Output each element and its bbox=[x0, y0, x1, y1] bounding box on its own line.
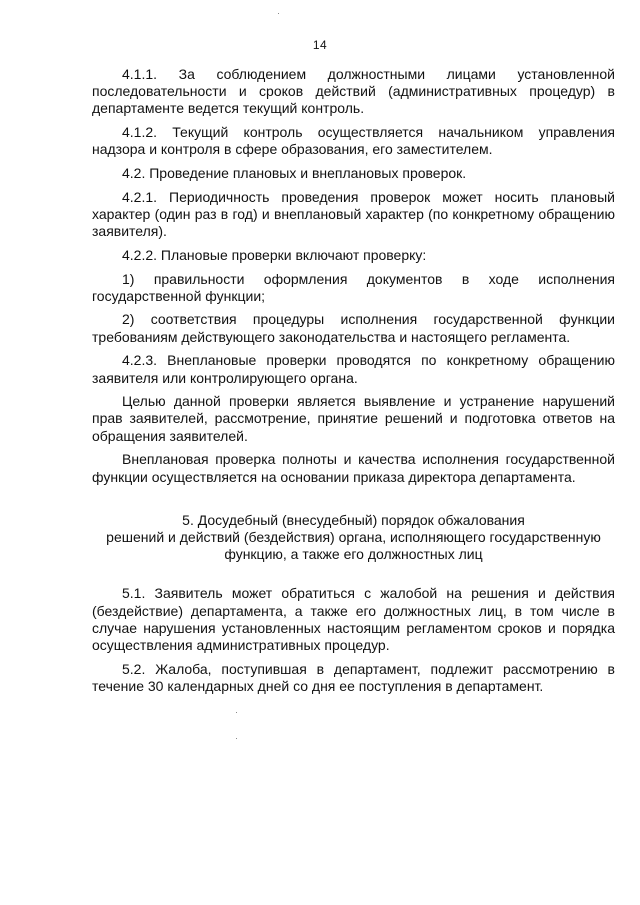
section-5-heading-line-1: 5. Досудебный (внесудебный) порядок обжалования bbox=[182, 511, 525, 528]
paragraph-4-2-3: 4.2.3. Внеплановые проверки проводятся по конкретному обращению заявителя или контролирующего органа. bbox=[92, 352, 615, 386]
paragraph-4-2: 4.2. Проведение плановых и внеплановых проверок. bbox=[122, 165, 467, 182]
paragraph-inspection-purpose: Целью данной проверки является выявление и устранение нарушений прав заявителей, рассмотрение, принятие решений и подготовка ответов на обращения заявителей. bbox=[92, 393, 615, 444]
paragraph-4-2-1: 4.2.1. Периодичность проведения проверок может носить плановый характер (один раз в год) и внеплановый характер (по конкретному обращению заявителя). bbox=[92, 188, 615, 240]
paragraph-item-2: 2) соответствия процедуры исполнения государственной функции требованиям действующего законодательства и настоящего регламента. bbox=[92, 311, 615, 345]
section-5-heading-line-2: решений и действий (бездействия) органа, исполняющего государственную bbox=[106, 528, 601, 545]
paragraph-4-1-1: 4.1.1. За соблюдением должностными лицами установленной последовательности и сроков действий (административных процедур) в департаменте ведется текущий контроль. bbox=[92, 66, 615, 117]
scan-speck bbox=[236, 738, 237, 739]
paragraph-5-1: 5.1. Заявитель может обратиться с жалобой на решения и действия (бездействие) департамента, а также его должностных лиц, в том числе в случае нарушения установленных настоящим регламентом сроков и порядка осуществления административных процедур. bbox=[92, 585, 615, 653]
paragraph-item-1: 1) правильности оформления документов в ходе исполнения государственной функции; bbox=[92, 270, 615, 304]
document-body bbox=[92, 66, 615, 702]
scan-speck bbox=[236, 712, 237, 713]
paragraph-4-2-2: 4.2.2. Плановые проверки включают проверку: bbox=[122, 246, 427, 263]
scan-speck bbox=[278, 13, 279, 14]
paragraph-4-1-2: 4.1.2. Текущий контроль осуществляется начальником управления надзора и контроля в сфере образования, его заместителем. bbox=[92, 124, 615, 158]
section-5-heading-line-3: функцию, а также его должностных лиц bbox=[224, 546, 483, 563]
page-number: 14 bbox=[312, 38, 328, 52]
paragraph-unscheduled-inspection: Внеплановая проверка полноты и качества исполнения государственной функции осуществляется на основании приказа директора департамента. bbox=[92, 451, 615, 485]
section-5-heading bbox=[92, 512, 615, 564]
paragraph-5-2: 5.2. Жалоба, поступившая в департамент, подлежит рассмотрению в течение 30 календарных дней со дня ее поступления в департамент. bbox=[92, 660, 615, 694]
